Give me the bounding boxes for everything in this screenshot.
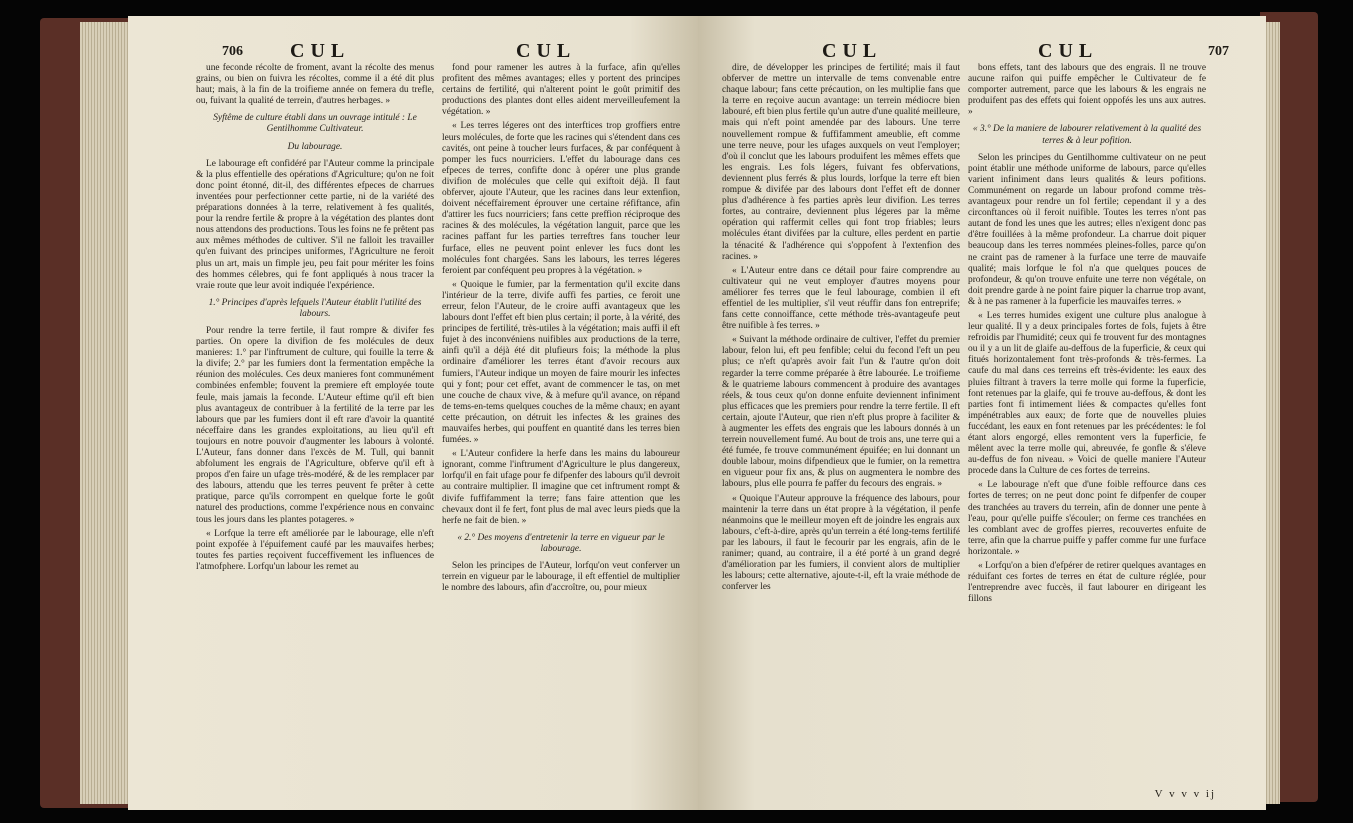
running-head-left: CUL: [822, 40, 883, 62]
paragraph: « L'Auteur confidere la herfe dans les mains du laboureur ignorant, comme l'inftrument d'Agriculture le plus dangereux, lorfqu'il en fait ufage pour fe difpenfer des labours qu'il devroit au contraire multiplier. Il imagine que cet inftrument rompt & divife fuffifamment la terre; fans faire attention que les chevaux dont il fe fert, font plus de mal avec leurs pieds que la herfe ne fait de bien. »: [442, 449, 680, 526]
paragraph: dire, de développer les principes de fertilité; mais il faut obferver de mettre un intervalle de tems convenable entre chaque labour; fans cette précaution, on les multiplie fans que la terre en reçoive aucun avantage: un terrein médiocre bien labouré, eft bien plus fertile qu'un autre d'une qualité meilleure, mais qui n'eft point amendée par des labours. Une terre nouvellement rompue & fuffifamment ameublie, eft comme une terre neuve, pour les ufages auxquels on veut l'employer; d'où il conclut que les labours produifent les mêmes effets que les engrais. Les fols légers, fuivant fes obfervations, deviennent plus ferrés & plus lourds, lorfque la terre eft bien rompue & divifée par des labours dont l'effet eft de donner plus d'adhérence à fes parties après leur divifion. Les terres fortes, au contraire, deviennent plus légeres par la même opération qui raffermit celles qui font trop friables; leurs molécules étant divifées par la culture, elles perdent en partie la ténacité & l'adhérence qui s'oppofent à l'extenfion des racines. »: [722, 63, 960, 262]
paragraph: « L'Auteur entre dans ce détail pour faire comprendre au cultivateur qui ne veut employer d'autres moyens pour améliorer fes terres que le feul labourage, combien il eft effentiel de les multiplier, s'il veut réuffir dans fon entreprife; fans cette connoiffance, cette méthode très-avantageufe peut être nuifible à fes terres. »: [722, 265, 960, 332]
paragraph: « Le labourage n'eft que d'une foible reffource dans ces fortes de terres; on ne peut donc point fe difpenfer de couper des tranchées au travers du terrein, afin de donner une pente à l'eau, pour qu'elle puiffe s'écouler; on ferme ces tranchées en les comblant avec de groffes pierres, recouvertes enfuite de terre, afin que la charrue puiffe y paffer comme fur une furface horizontale. »: [968, 480, 1206, 557]
paragraph: Syftême de culture établi dans un ouvrage intitulé : Le Gentilhomme Cultivateur.: [213, 113, 417, 135]
page-number: 707: [1208, 44, 1229, 59]
paragraph: « Les terres légeres ont des interftices trop groffiers entre leurs molécules, de forte que les racines qui s'étendent dans ces cavités, ont peine à toucher leurs furfaces, & par conféquent à pomper les fucs nourriciers. L'effet du labourage dans ces efpeces de terres, confifte donc à opérer une plus grande divifion de molécules que celle qui exiftoit déjà. Il faut obferver, ajoute l'Auteur, que les racines dans leur extenfion, doivent néceffairement éprouver une certaine réfiftance, afin d'attirer les fucs nourriciers; fans cette preffion réciproque des racines & des molécules, la végétation languit, parce que les racines paffant fur les parties terreftres fans toucher leur furface, elles ne peuvent point enlever les fucs dont les molécules font chargées. Sans les labours, les terres légeres feroient par conféquent peu propres à la végétation. »: [442, 121, 680, 276]
paragraph: Selon les principes de l'Auteur, lorfqu'on veut conferver un terrein en vigueur par le labourage, il eft effentiel de multiplier le nombre des labours, afin d'accroître, ou, pour mieux: [442, 561, 680, 594]
running-head-right: CUL: [516, 40, 577, 62]
text-column-1: [196, 63, 434, 576]
right-page: [698, 16, 1266, 810]
page-edges-left: [80, 22, 130, 804]
paragraph: « Quoique l'Auteur approuve la fréquence des labours, pour maintenir la terre dans un état propre à la végétation, il penfe néanmoins que le meilleur moyen eft de joindre les engrais aux labours, c'eft-à-dire, après qu'un terrein a été long-tems fertilifé par les labours, il faut le fecourir par les engrais, afin de le ranimer; quand, au contraire, il a été porté à un grand degré d'amélioration par les fumiers, il convient alors de multiplier les labours; cette alternative, ajoute-t-il, eft la vraie méthode de conferver les: [722, 493, 960, 593]
paragraph: Le labourage eft confidéré par l'Auteur comme la principale & la plus effentielle des opérations d'Agriculture; qu'on ne foit donc point étonné, dit-il, des différentes efpeces de charrues inventées pour perfectionner cette partie, ni de la variété des préparations données à la terre, relativement à fes qualités, pour la rendre fertile & propre à la végétation des plantes dont nous attendons des productions. Tous les foins ne fe prêtent pas aux mêmes méthodes de cultiver. S'il ne falloit les travailler qu'en fuivant des principes uniformes, l'Agriculture ne feroit plus un art, mais un fimple jeu, peu fait pour mériter les foins des hommes célebres, qui fe font appliqués à nous tracer la vraie route que leur avoit indiquée l'expérience.: [196, 158, 434, 291]
paragraph: « 3.° De la maniere de labourer relativement à la qualité des terres & à leur pofition.: [972, 124, 1202, 146]
text-column-1: [722, 63, 960, 596]
paragraph: « 2.° Des moyens d'entretenir la terre en vigueur par le labourage.: [457, 532, 665, 554]
text-column-2: [442, 63, 680, 597]
paragraph: « Lorfqu'on a bien d'efpérer de retirer quelques avantages en réduifant ces fortes de terres en état de culture réglée, pour l'entreprendre avec fuccès, il faut labourer en dirigeant les fillons: [968, 561, 1206, 605]
signature-mark: V v v v ij: [1154, 788, 1216, 800]
left-page: [128, 16, 698, 810]
paragraph: « Suivant la méthode ordinaire de cultiver, l'effet du premier labour, felon lui, eft peu fenfible; celui du fecond l'eft un peu plus; ce n'eft qu'après avoir fait l'un & l'autre qu'on doit regarder la terre comme préparée à être labourée. Le troifieme & le quatrieme labours commencent à produire des avantages réels, & tous ceux qu'on donne enfuite deviennent infiniment plus efficaces que les premiers pour rendre la terre fertile. Il eft certain, ajoute l'Auteur, que rien n'eft plus propre à faciliter & à augmenter les effets des engrais que les labours donnés à un terrein nouvellement fumé. Au bout de trois ans, une terre qui a été fumée, fe trouve communément épuifée; en lui donnant un double labour, moins difpendieux que le fumier, on la remettra en vigueur pour fix ans, & plus on augmentera le nombre des labours, plus elle pourra fe paffer du fecours des engrais. »: [722, 335, 960, 490]
paragraph: fond pour ramener les autres à la furface, afin qu'elles profitent des mêmes avantages; elles y portent des principes certains de fertilité, qui n'alterent point le goût primitif des productions des plantes dont elles aident merveilleufement la végétation. »: [442, 63, 680, 118]
paragraph: Du labourage.: [287, 141, 343, 152]
paragraph: « Les terres humides exigent une culture plus analogue à leur qualité. Il y a deux principales fortes de fols, fujets à être refroidis par l'humidité; ceux qui fe trouvent fur des montagnes ou il y a un lit de glaife au-deffous de la fuperficie, & ceux qui fitués horizontalement font très-profonds & très-fermes. La caufe du mal dans ces terreins eft très-évidente: les eaux des pluies filtrant à travers la terre molle qui forme la fuperficie, font retenues par la glaife, qui fe trouve au-deffous, & dont les parties font fi intimement liées & compactes qu'elles font impénétrables aux eaux; de forte que de nouvelles pluies fuccédant, les eaux en font retenues par les précédentes: le fol étant alors engorgé, elles remontent vers la fuperficie, fe mêlent avec la terre molle qui, abreuvée, fe gonfle & s'éleve au-deffus de fon niveau. » Voici de quelle maniere l'Auteur procede dans la Culture de ces fortes de terreins.: [968, 310, 1206, 477]
paragraph: Selon les principes du Gentilhomme cultivateur on ne peut point établir une méthode uniforme de labours, parce qu'elles varient infiniment dans leurs qualités & leurs pofitions. Communément on regarde un labour profond comme très-avantageux pour rendre un fol fertile; cependant il y a des circonftances où il feroit nuifible. Toutes les terres n'ont pas autant de fond les unes que les autres; elles n'exigent donc pas d'être fouillées à la même profondeur. La charrue doit piquer beaucoup dans les terres nommées pleines-folles, parce qu'on ne craint pas de ramener à la furface une terre de mauvaife qualité; mais lorfque le fol n'a que quelques pouces de profondeur, & qu'on trouve enfuite une terre non végétale, on doit prendre garde à ne point faire piquer la charrue trop avant, & à ne pas ramener à la fuperficie les mauvaifes terres. »: [968, 152, 1206, 307]
paragraph: « Lorfque la terre eft améliorée par le labourage, elle n'eft point expofée à l'épuifement caufé par les mauvaifes herbes; toutes fes parties reçoivent fucceffivement les influences de l'atmofphere. Lorfqu'un labour les remet au: [196, 528, 434, 572]
paragraph: Pour rendre la terre fertile, il faut rompre & divifer fes parties. On opere la divifion de fes molécules de deux manieres: 1.° par l'inftrument de culture, qui fouille la terre & la divife; 2.° par les fumiers dont la fermentation empêche la réunion des molécules. Ces deux manieres font communément combinées enfemble; fouvent la premiere eft employée toute feule, mais jamais la feconde. L'Auteur eftime qu'il eft bien plus avantageux de contribuer à la fertilité de la terre par les labours que par les fumiers dont il eft rare d'avoir la quantité néceffaire dans les grandes exploitations, au lieu qu'il eft toujours en notre pouvoir d'augmenter les labours à volonté. L'Auteur, fans donner dans l'excès de M. Tull, qui bannit abfolument les engrais de l'Agriculture, obferve qu'il eft à propos d'en faire un ufage très-modéré, & de les remplacer par des labours, attendu que les terres peuvent fe prêter à cette pratique, parce qu'ils corrompent en quelque forte le goût naturel des productions, comme l'expérience nous en convainc tous les jours dans les plantes potageres. »: [196, 325, 434, 525]
paragraph: une feconde récolte de froment, avant la récolte des menus grains, ou bien on fuivra les récoltes, comme il a été dit plus haut; mais, à la fin de la troifieme année on femera du trefle, ou, fuivant la qualité de terrein, d'autres herbages. »: [196, 63, 434, 107]
running-head-right: CUL: [1038, 40, 1099, 62]
paragraph: « Quoique le fumier, par la fermentation qu'il excite dans l'intérieur de la terre, divife auffi fes parties, ce feroit une erreur, felon l'Auteur, de le croire auffi avantageux que les labours dont l'effet eft bien plus certain; il porte, à la vérité, des principes de fertilité, très-utiles à la végétation; mais auffi il eft fujet à des inconvéniens nuifibles aux productions de la terre, ainfi qu'il a déjà été dit plufieurs fois; la méthode la plus ordinaire d'améliorer les terres étant d'avoir recours aux fumiers, l'Auteur indique un moyen de faire mourir les infectes qui y font; pour cet effet, avant de commencer le tas, on met une couche de chaux vive, & à mefure qu'il avance, on répand de tems-en-tems quelques couches de la même chaux; en ayant cette précaution, on détruit les infectes & les graines des mauvaifes herbes, qui pouffent en quantité dans les terres bien fumées. »: [442, 279, 680, 446]
paragraph: bons effets, tant des labours que des engrais. Il ne trouve aucune raifon qui puiffe empêcher le Cultivateur de fe comporter autrement, parce que les labours & les engrais ne produifent pas des effets qui foient oppofés les uns aux autres. »: [968, 63, 1206, 118]
page-number: 706: [222, 44, 243, 59]
running-head-left: CUL: [290, 40, 351, 62]
paragraph: 1.° Principes d'après lefquels l'Auteur établit l'utilité des labours.: [208, 297, 422, 319]
text-column-2: [968, 63, 1206, 608]
